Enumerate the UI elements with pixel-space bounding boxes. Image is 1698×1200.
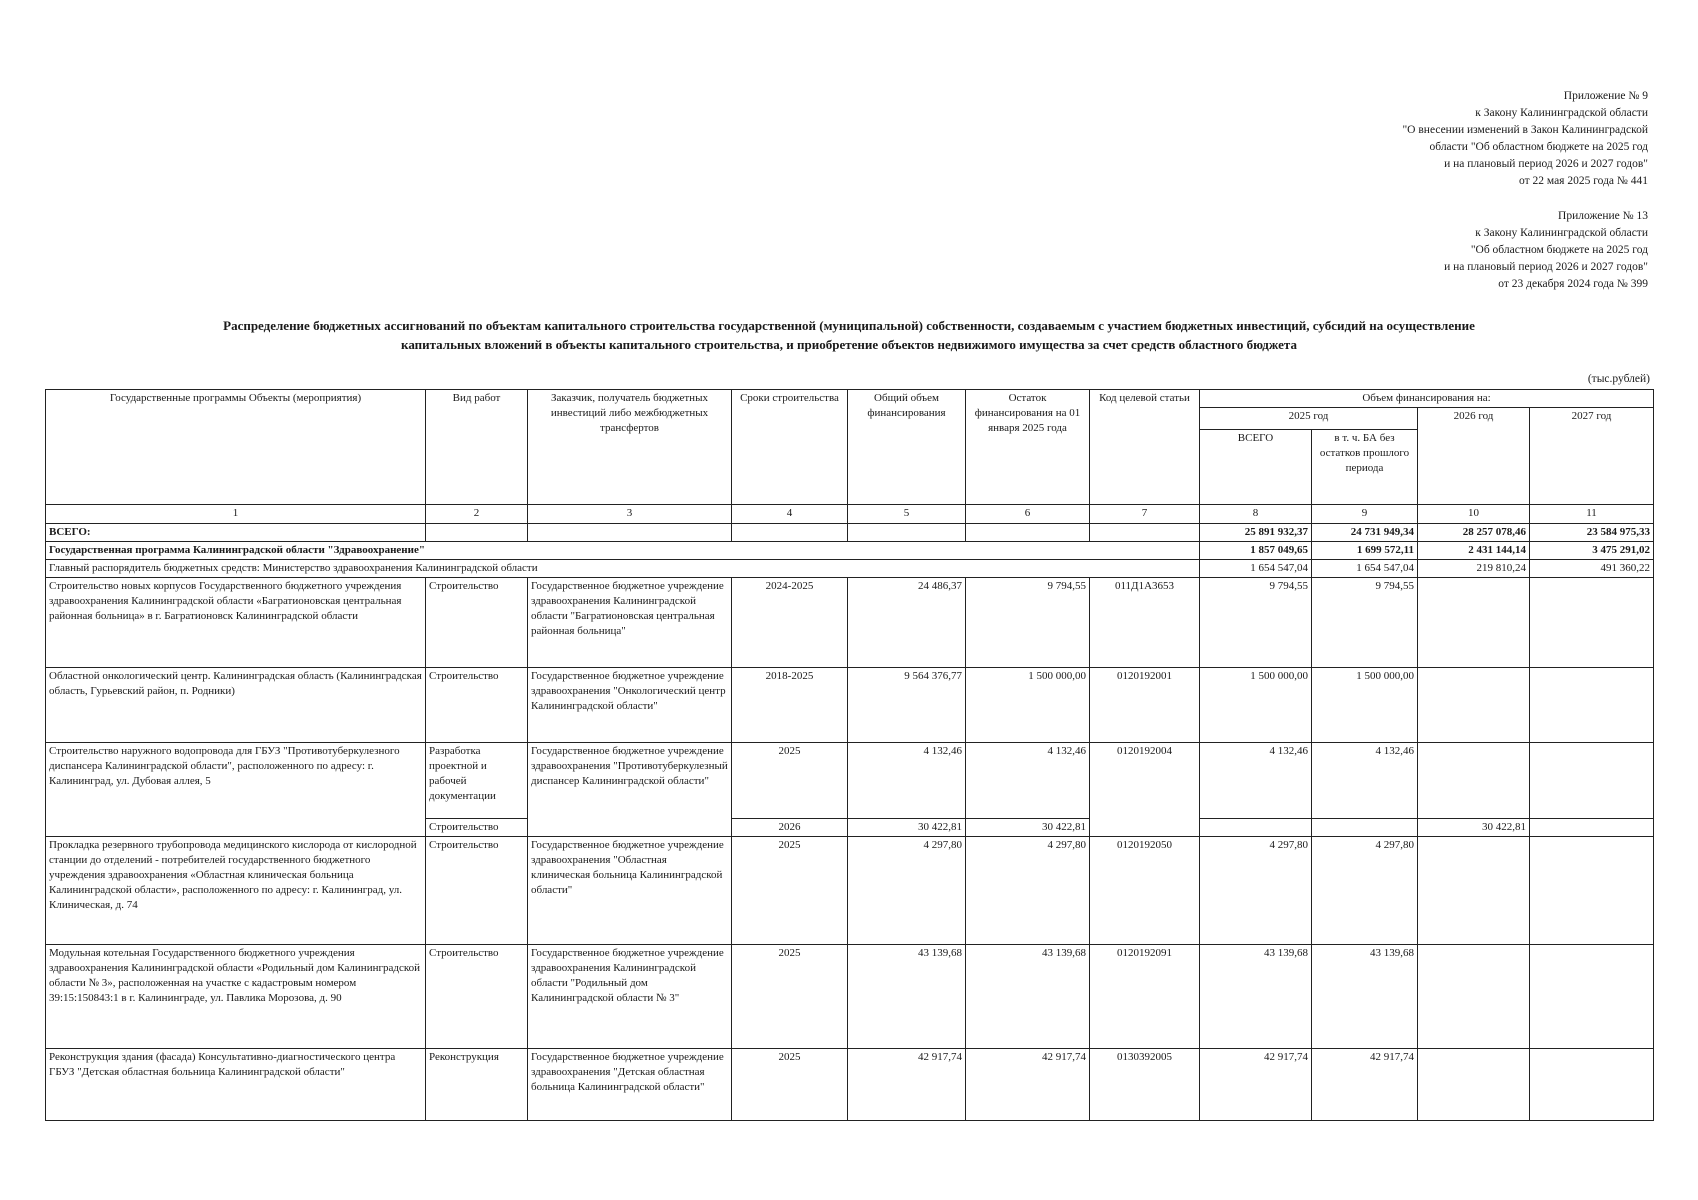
terms: 2025 (732, 837, 848, 945)
target-code: 0120192004 (1090, 743, 1200, 837)
title-line-1: Распределение бюджетных ассигнований по объектам капитального строительства государственной (муниципальной) собственности, создаваемым с участием бюджетных инвестиций, субсидий на осуществление (223, 318, 1475, 333)
program-2027: 3 475 291,02 (1530, 542, 1654, 560)
header-remainder: Остаток финансирования на 01 января 2025 года (966, 390, 1090, 505)
appendix-line: к Закону Калининградской области (1475, 227, 1648, 239)
remainder: 1 500 000,00 (966, 668, 1090, 743)
value-2025-all: 4 297,80 (1200, 837, 1312, 945)
col-number: 11 (1530, 505, 1654, 524)
value-2026 (1418, 945, 1530, 1049)
value-2026 (1418, 837, 1530, 945)
document-title (60, 316, 1638, 354)
appendix-line: области "Об областном бюджете на 2025 год (1429, 141, 1648, 153)
total-volume: 4 297,80 (848, 837, 966, 945)
object-name: Прокладка резервного трубопровода медицинского кислорода от кислородной станции до отделений - потребителей государственного бюджетного учреждения здравоохранения «Областная клиническая больница Калининградской области», расположенного по адресу: г. Калининград, ул. Клиническая, д. 74 (46, 837, 426, 945)
appendix-line: к Закону Калининградской области (1475, 107, 1648, 119)
total-volume: 43 139,68 (848, 945, 966, 1049)
col-number: 2 (426, 505, 528, 524)
total-2025-all: 25 891 932,37 (1200, 524, 1312, 542)
empty-cell (848, 524, 966, 542)
remainder: 30 422,81 (966, 819, 1090, 837)
col-number: 1 (46, 505, 426, 524)
col-number: 4 (732, 505, 848, 524)
manager-2025-ba: 1 654 547,04 (1312, 560, 1418, 578)
value-2025-all: 42 917,74 (1200, 1049, 1312, 1121)
terms: 2026 (732, 819, 848, 837)
table-row (46, 1049, 1654, 1121)
work-type: Строительство (426, 837, 528, 945)
value-2025-ba: 1 500 000,00 (1312, 668, 1418, 743)
table-row (46, 578, 1654, 668)
appendix-13-header (1444, 208, 1648, 293)
manager-2025-all: 1 654 547,04 (1200, 560, 1312, 578)
appendix-line: от 22 мая 2025 года № 441 (1519, 175, 1648, 187)
manager-2026: 219 810,24 (1418, 560, 1530, 578)
value-2027 (1530, 743, 1654, 819)
budget-table (45, 389, 1654, 1121)
object-name: Строительство новых корпусов Государственного бюджетного учреждения здравоохранения Калининградской области «Багратионовская центральная районная больница» в г. Багратионовск Калининградской области (46, 578, 426, 668)
terms: 2024-2025 (732, 578, 848, 668)
header-total-volume: Общий объем финансирования (848, 390, 966, 505)
total-volume: 4 132,46 (848, 743, 966, 819)
value-2027 (1530, 668, 1654, 743)
empty-cell (528, 524, 732, 542)
total-volume: 24 486,37 (848, 578, 966, 668)
program-2026: 2 431 144,14 (1418, 542, 1530, 560)
empty-cell (1090, 524, 1200, 542)
header-incl: в т. ч. БА без остатков прошлого периода (1312, 430, 1418, 505)
appendix-line: Приложение № 13 (1558, 210, 1648, 222)
value-2025-all: 1 500 000,00 (1200, 668, 1312, 743)
remainder: 42 917,74 (966, 1049, 1090, 1121)
object-name: Областной онкологический центр. Калининградская область (Калининградская область, Гурьевский район, п. Родники) (46, 668, 426, 743)
total-row (46, 524, 1654, 542)
target-code: 0120192091 (1090, 945, 1200, 1049)
col-number: 10 (1418, 505, 1530, 524)
total-2025-ba: 24 731 949,34 (1312, 524, 1418, 542)
value-2026 (1418, 668, 1530, 743)
col-number: 7 (1090, 505, 1200, 524)
value-2025-ba: 4 297,80 (1312, 837, 1418, 945)
value-2027 (1530, 578, 1654, 668)
object-name: Реконструкция здания (фасада) Консультативно-диагностического центра ГБУЗ "Детская областная больница Калининградской области" (46, 1049, 426, 1121)
value-2026: 30 422,81 (1418, 819, 1530, 837)
terms: 2025 (732, 743, 848, 819)
value-2027 (1530, 837, 1654, 945)
total-volume: 30 422,81 (848, 819, 966, 837)
target-code: 0120192050 (1090, 837, 1200, 945)
col-number: 9 (1312, 505, 1418, 524)
table-row (46, 668, 1654, 743)
column-numbers-row (46, 505, 1654, 524)
terms: 2025 (732, 1049, 848, 1121)
program-label: Государственная программа Калининградской области "Здравоохранение" (46, 542, 1200, 560)
program-row (46, 542, 1654, 560)
value-2025-ba: 9 794,55 (1312, 578, 1418, 668)
col-number: 8 (1200, 505, 1312, 524)
col-number: 6 (966, 505, 1090, 524)
customer: Государственное бюджетное учреждение здравоохранения Калининградской области "Родильный дом Калининградской области № 3" (528, 945, 732, 1049)
value-2025-all: 9 794,55 (1200, 578, 1312, 668)
total-volume: 9 564 376,77 (848, 668, 966, 743)
object-name: Строительство наружного водопровода для ГБУЗ "Противотуберкулезного диспансера Калининградской области", расположенного по адресу: г. Калининград, ул. Дубовая аллея, 5 (46, 743, 426, 837)
header-programs: Государственные программы Объекты (мероприятия) (46, 390, 426, 505)
value-2026 (1418, 743, 1530, 819)
program-2025-ba: 1 699 572,11 (1312, 542, 1418, 560)
table-row (46, 945, 1654, 1049)
value-2025-ba: 4 132,46 (1312, 743, 1418, 819)
appendix-9-header (1402, 88, 1648, 190)
empty-cell (426, 524, 528, 542)
work-type: Реконструкция (426, 1049, 528, 1121)
total-2027: 23 584 975,33 (1530, 524, 1654, 542)
terms: 2018-2025 (732, 668, 848, 743)
appendix-line: и на плановый период 2026 и 2027 годов" (1444, 158, 1648, 170)
value-2025-all (1200, 819, 1312, 837)
value-2025-all: 4 132,46 (1200, 743, 1312, 819)
header-code: Код целевой статьи (1090, 390, 1200, 505)
header-work-type: Вид работ (426, 390, 528, 505)
appendix-line: от 23 декабря 2024 года № 399 (1498, 278, 1648, 290)
object-name: Модульная котельная Государственного бюджетного учреждения здравоохранения Калининградской области «Родильный дом Калининградской области № 3», расположенная на участке с кадастровым номером 39:15:150843:1 в г. Калининграде, ул. Павлика Морозова, д. 90 (46, 945, 426, 1049)
work-type: Строительство (426, 578, 528, 668)
header-2027: 2027 год (1530, 408, 1654, 505)
title-line-2: капитальных вложений в объекты капитального строительства, и приобретение объектов недвижимого имущества за счет средств областного бюджета (401, 337, 1297, 352)
appendix-line: "О внесении изменений в Закон Калининградской (1402, 124, 1648, 136)
manager-row (46, 560, 1654, 578)
value-2025-ba: 43 139,68 (1312, 945, 1418, 1049)
appendix-line: и на плановый период 2026 и 2027 годов" (1444, 261, 1648, 273)
empty-cell (732, 524, 848, 542)
units-label: (тыс.рублей) (1587, 373, 1650, 385)
work-type: Строительство (426, 945, 528, 1049)
header-2025: 2025 год (1200, 408, 1418, 430)
header-2026: 2026 год (1418, 408, 1530, 505)
value-2027 (1530, 1049, 1654, 1121)
program-2025-all: 1 857 049,65 (1200, 542, 1312, 560)
value-2026 (1418, 578, 1530, 668)
target-code: 0130392005 (1090, 1049, 1200, 1121)
target-code: 011Д1А3653 (1090, 578, 1200, 668)
terms: 2025 (732, 945, 848, 1049)
target-code: 0120192001 (1090, 668, 1200, 743)
customer: Государственное бюджетное учреждение здравоохранения "Детская областная больница Калининградской области" (528, 1049, 732, 1121)
header-financing: Объем финансирования на: (1200, 390, 1654, 408)
header-total: ВСЕГО (1200, 430, 1312, 505)
total-volume: 42 917,74 (848, 1049, 966, 1121)
remainder: 9 794,55 (966, 578, 1090, 668)
work-type: Строительство (426, 668, 528, 743)
empty-cell (966, 524, 1090, 542)
value-2025-all: 43 139,68 (1200, 945, 1312, 1049)
value-2026 (1418, 1049, 1530, 1121)
customer: Государственное бюджетное учреждение здравоохранения Калининградской области "Багратионовская центральная районная больница" (528, 578, 732, 668)
appendix-line: "Об областном бюджете на 2025 год (1470, 244, 1648, 256)
customer: Государственное бюджетное учреждение здравоохранения "Онкологический центр Калининградской области" (528, 668, 732, 743)
customer: Государственное бюджетное учреждение здравоохранения "Противотуберкулезный диспансер Калининградской области" (528, 743, 732, 837)
appendix-line: Приложение № 9 (1563, 90, 1648, 102)
value-2027 (1530, 945, 1654, 1049)
manager-2027: 491 360,22 (1530, 560, 1654, 578)
manager-label: Главный распорядитель бюджетных средств: Министерство здравоохранения Калининградской области (46, 560, 1200, 578)
header-customer: Заказчик, получатель бюджетных инвестиций либо межбюджетных трансфертов (528, 390, 732, 505)
value-2027 (1530, 819, 1654, 837)
work-type: Разработка проектной и рабочей документации (426, 743, 528, 819)
customer: Государственное бюджетное учреждение здравоохранения "Областная клиническая больница Калининградской области" (528, 837, 732, 945)
total-2026: 28 257 078,46 (1418, 524, 1530, 542)
table-row (46, 837, 1654, 945)
value-2025-ba: 42 917,74 (1312, 1049, 1418, 1121)
total-label: ВСЕГО: (46, 524, 426, 542)
remainder: 43 139,68 (966, 945, 1090, 1049)
work-type: Строительство (426, 819, 528, 837)
header-terms: Сроки строительства (732, 390, 848, 505)
table-row (46, 743, 1654, 819)
remainder: 4 297,80 (966, 837, 1090, 945)
col-number: 3 (528, 505, 732, 524)
header-row (46, 390, 1654, 408)
value-2025-ba (1312, 819, 1418, 837)
col-number: 5 (848, 505, 966, 524)
remainder: 4 132,46 (966, 743, 1090, 819)
